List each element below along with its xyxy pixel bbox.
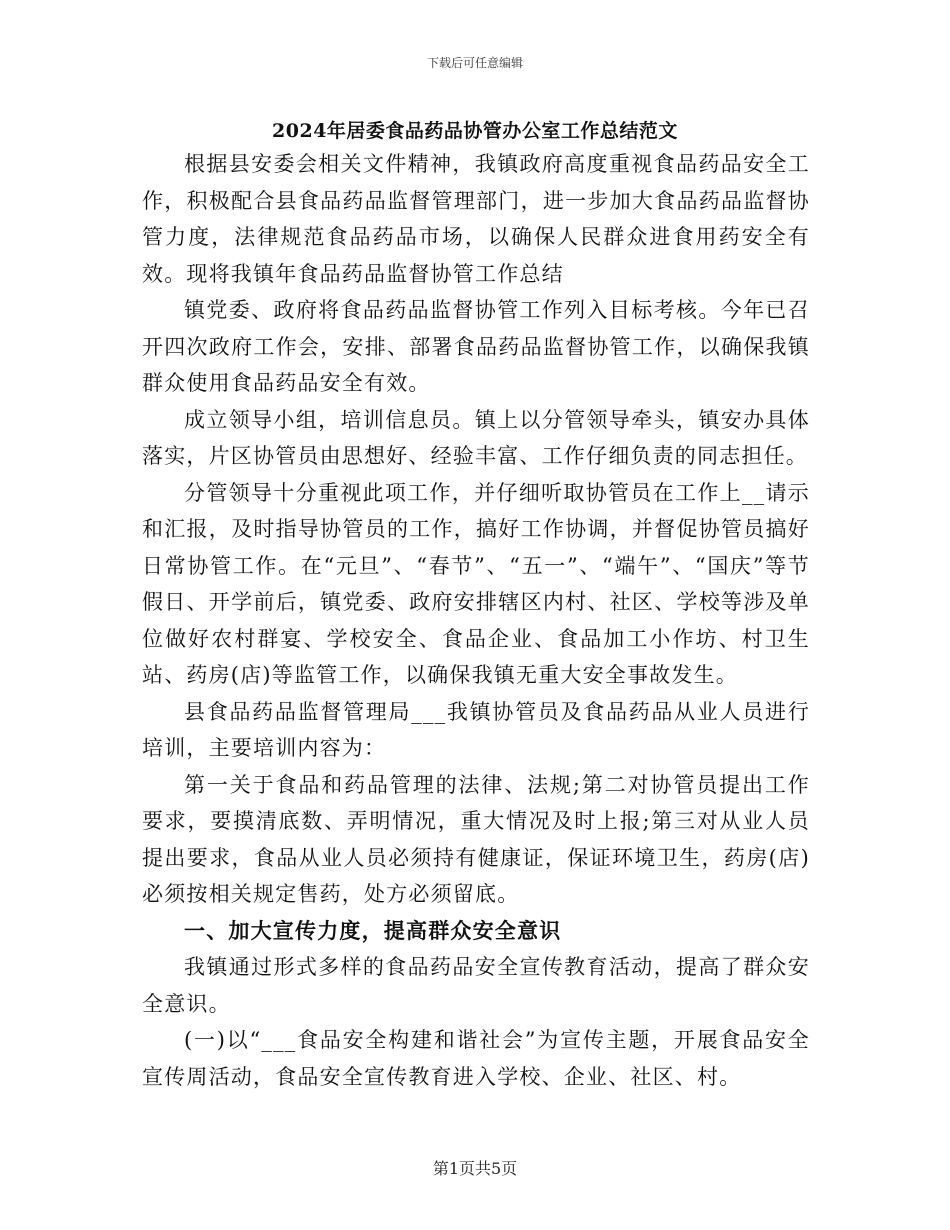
paragraph-training: 县食品药品监督管理局___我镇协管员及食品药品从业人员进行培训，主要培训内容为：	[142, 699, 810, 760]
header-note: 下载后可任意编辑	[426, 56, 523, 70]
paragraph-intro: 根据县安委会相关文件精神，我镇政府高度重视食品药品安全工作，积极配合县食品药品监督管理部门，进一步加大食品药品监督协管力度，法律规范食品药品市场，以确保人民群众进食用药安全有效。现将我镇年食品药品监督协管工作总结	[142, 152, 810, 286]
document-title: 2024年居委食品药品协管办公室工作总结范文	[272, 120, 678, 142]
page-footer: 第1页共5页	[432, 1159, 518, 1178]
paragraph-target-assessment: 镇党委、政府将食品药品监督协管工作列入目标考核。今年已召开四次政府工作会，安排、部署食品药品监督协管工作，以确保我镇群众使用食品药品安全有效。	[142, 298, 810, 395]
section-heading: 一、加大宣传力度，提高群众安全意识	[184, 917, 562, 943]
paragraph-publicity: 我镇通过形式多样的食品药品安全宣传教育活动，提高了群众安全意识。	[142, 955, 810, 1016]
document-body	[142, 146, 810, 1095]
paragraph-leadership-group: 成立领导小组，培训信息员。镇上以分管领导牵头，镇安办具体落实，片区协管员由思想好、经验丰富、工作仔细负责的同志担任。	[142, 407, 810, 468]
paragraph-publicity-week: (一)以“___食品安全构建和谐社会”为宣传主题，开展食品安全宣传周活动，食品安全宣传教育进入学校、企业、社区、村。	[142, 1028, 810, 1089]
paragraph-supervision: 分管领导十分重视此项工作，并仔细听取协管员在工作上__请示和汇报，及时指导协管员的工作，搞好工作协调，并督促协管员搞好日常协管工作。在“元旦”、“春节”、“五一”、“端午”、“国庆”等节假日、开学前后，镇党委、政府安排辖区内村、社区、学校等涉及单位做好农村群宴、学校安全、食品企业、食品加工小作坊、村卫生站、药房(店)等监管工作，以确保我镇无重大安全事故发生。	[142, 480, 810, 687]
paragraph-training-content: 第一关于食品和药品管理的法律、法规;第二对协管员提出工作要求，要摸清底数、弄明情况，重大情况及时上报;第三对从业人员提出要求，食品从业人员必须持有健康证，保证环境卫生，药房(店)必须按相关规定售药，处方必须留底。	[142, 772, 810, 906]
